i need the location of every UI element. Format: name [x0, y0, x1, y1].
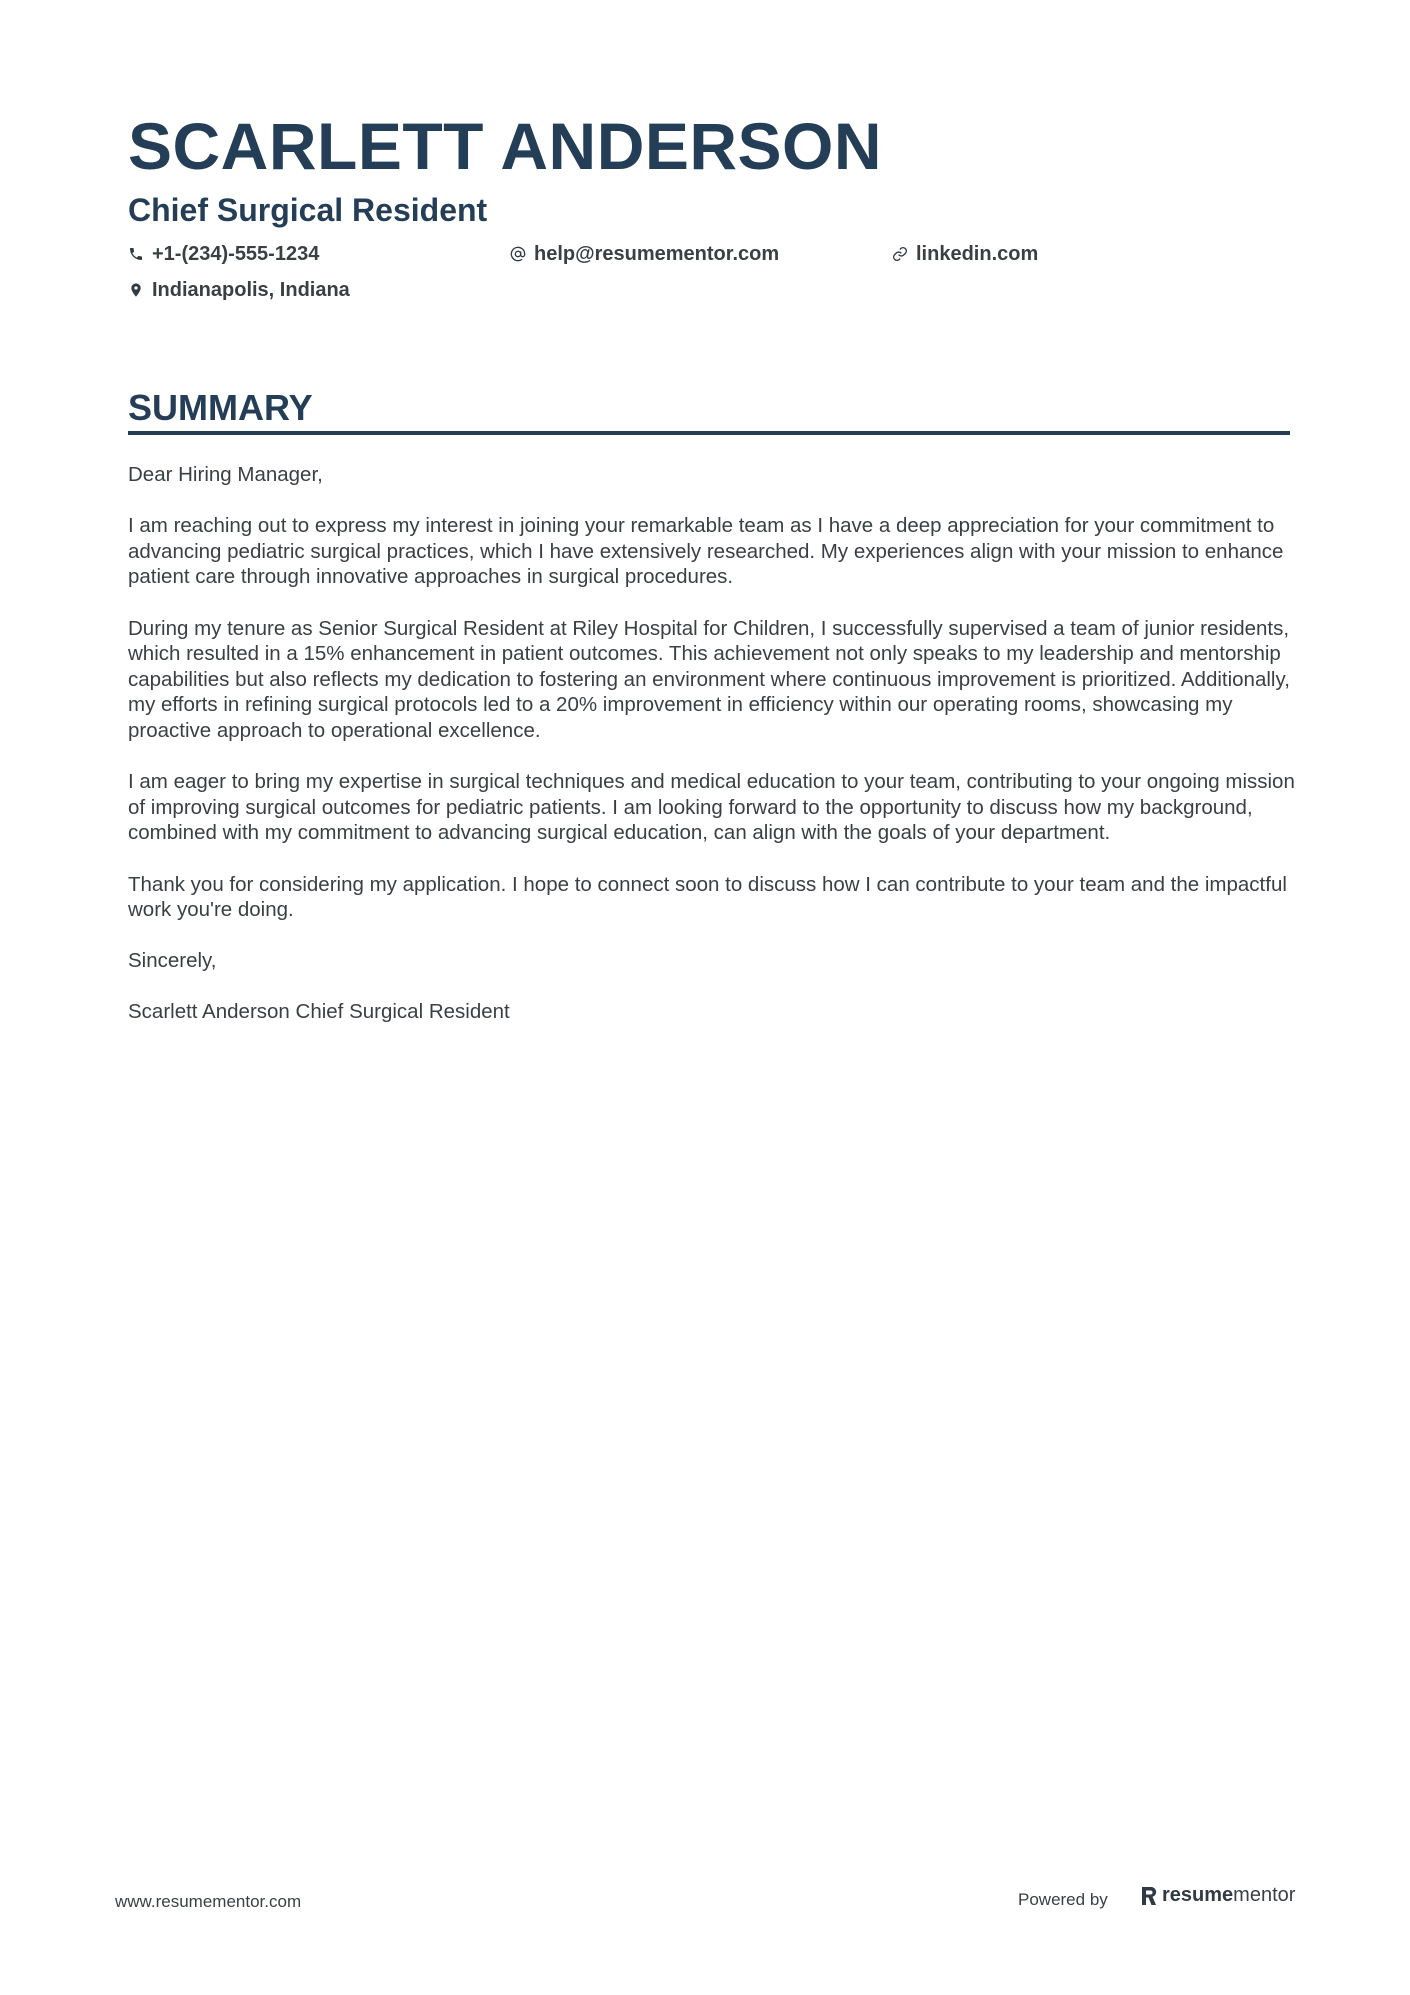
phone-text: +1-(234)-555-1234: [152, 242, 320, 265]
letter-paragraph: I am reaching out to express my interest in joining your remarkable team as I have a deep appreciation for your commitment to advancing pediatric surgical practices, which I have extensively researched. My experiences align with your mission to enhance patient care through innovative approaches in surgical procedures.: [128, 514, 1284, 589]
applicant-name: SCARLETT ANDERSON: [128, 109, 883, 183]
email-text[interactable]: help@resumementor.com: [534, 242, 780, 265]
letter-signature: Scarlett Anderson Chief Surgical Resident: [128, 1000, 510, 1024]
map-pin-icon: [128, 281, 144, 299]
letter-body: [128, 462, 1298, 1051]
at-sign-icon: [510, 245, 526, 263]
website-text[interactable]: linkedin.com: [916, 242, 1039, 265]
link-icon: [892, 245, 908, 263]
contact-email[interactable]: [510, 240, 779, 268]
contact-phone: [128, 240, 319, 268]
location-text: Indianapolis, Indiana: [152, 278, 350, 301]
letter-paragraph: During my tenure as Senior Surgical Resident at Riley Hospital for Children, I successfully supervised a team of junior residents, which resulted in a 15% enhancement in patient outcomes. This achievement not only speaks to my leadership and mentorship capabilities but also reflects my dedication to fostering an environment where continuous improvement is prioritized. Additionally, my efforts in refining surgical protocols led to a 20% improvement in efficiency within our operating rooms, showcasing my proactive approach to operational excellence.: [128, 616, 1290, 742]
powered-by-label: Powered by: [1018, 1890, 1108, 1909]
letter-closing: Sincerely,: [128, 949, 217, 973]
section-divider: [128, 431, 1290, 435]
brand-logo[interactable]: [1140, 1884, 1295, 1907]
contact-website[interactable]: [892, 240, 1038, 268]
resumementor-logo-icon: [1140, 1885, 1158, 1907]
brand-name-light: mentor: [1233, 1884, 1296, 1906]
contact-location: [128, 276, 350, 304]
letter-greeting: Dear Hiring Manager,: [128, 463, 323, 486]
phone-icon: [128, 245, 144, 263]
section-heading-summary: SUMMARY: [128, 387, 313, 428]
job-title: Chief Surgical Resident: [128, 192, 488, 228]
letter-paragraph: I am eager to bring my expertise in surgical techniques and medical education to your team, contributing to your ongoing mission of improving surgical outcomes for pediatric patients. I am looking forward to the opportunity to discuss how my background, combined with my commitment to advancing surgical education, can align with the goals of your department.: [128, 770, 1295, 845]
letter-paragraph: Thank you for considering my application. I hope to connect soon to discuss how I can contribute to your team and the impactful work you're doing.: [128, 872, 1287, 922]
brand-name-bold: resume: [1162, 1884, 1234, 1906]
footer-website-link[interactable]: www.resumementor.com: [115, 1892, 302, 1911]
